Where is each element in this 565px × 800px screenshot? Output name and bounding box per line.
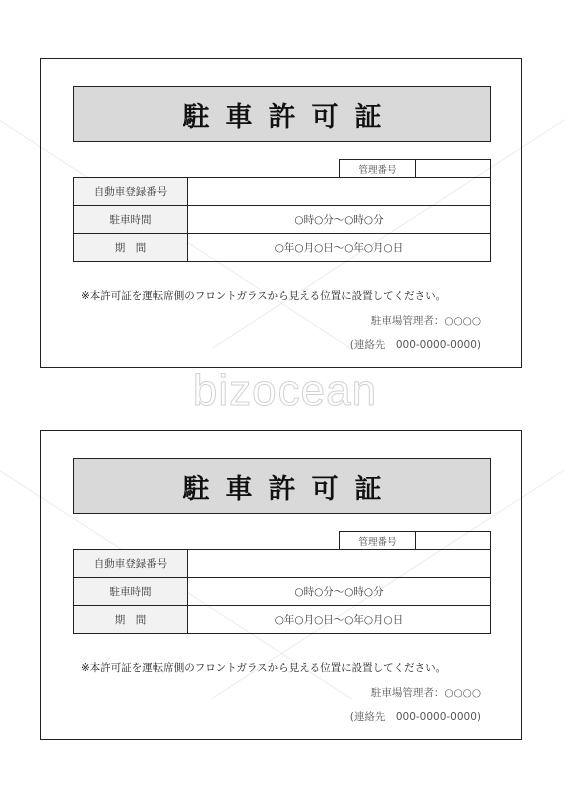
period-value[interactable]: ○年○月○日～○年○月○日 bbox=[188, 234, 491, 262]
period-value[interactable]: ○年○月○日～○年○月○日 bbox=[188, 606, 491, 634]
management-number-field[interactable] bbox=[416, 532, 490, 550]
contact-number: (連絡先 000-0000-0000) bbox=[349, 339, 481, 351]
parking-manager: 駐車場管理者：○○○○ bbox=[370, 687, 481, 699]
parking-time-label: 駐車時間 bbox=[74, 578, 188, 606]
table-row bbox=[74, 206, 491, 234]
permit-title: 駐車許可証 bbox=[182, 473, 398, 505]
permit-info-table bbox=[73, 177, 491, 262]
table-row bbox=[74, 550, 491, 578]
watermark-logo: bizocean bbox=[192, 366, 378, 415]
management-number-box bbox=[339, 159, 491, 178]
parking-time-label: 駐車時間 bbox=[74, 206, 188, 234]
title-banner bbox=[73, 458, 491, 514]
management-number-box bbox=[339, 531, 491, 550]
registration-number-label: 自動車登録番号 bbox=[74, 178, 188, 206]
registration-number-label: 自動車登録番号 bbox=[74, 550, 188, 578]
period-label: 期 間 bbox=[74, 606, 188, 634]
parking-permit-card bbox=[40, 430, 522, 740]
permit-info-table bbox=[73, 549, 491, 634]
parking-permit-card bbox=[40, 58, 522, 368]
permit-title: 駐車許可証 bbox=[182, 101, 398, 133]
management-number-label: 管理番号 bbox=[340, 532, 416, 550]
table-row bbox=[74, 234, 491, 262]
placement-notice: ※本許可証を運転席側のフロントガラスから見える位置に設置してください。 bbox=[81, 662, 447, 674]
parking-time-value[interactable]: ○時○分～○時○分 bbox=[188, 578, 491, 606]
placement-notice: ※本許可証を運転席側のフロントガラスから見える位置に設置してください。 bbox=[81, 290, 447, 302]
management-number-field[interactable] bbox=[416, 160, 490, 178]
parking-manager: 駐車場管理者：○○○○ bbox=[370, 315, 481, 327]
table-row bbox=[74, 606, 491, 634]
registration-number-field[interactable] bbox=[188, 550, 491, 578]
contact-number: (連絡先 000-0000-0000) bbox=[349, 711, 481, 723]
management-number-label: 管理番号 bbox=[340, 160, 416, 178]
title-banner bbox=[73, 86, 491, 142]
period-label: 期 間 bbox=[74, 234, 188, 262]
table-row bbox=[74, 578, 491, 606]
table-row bbox=[74, 178, 491, 206]
registration-number-field[interactable] bbox=[188, 178, 491, 206]
parking-time-value[interactable]: ○時○分～○時○分 bbox=[188, 206, 491, 234]
